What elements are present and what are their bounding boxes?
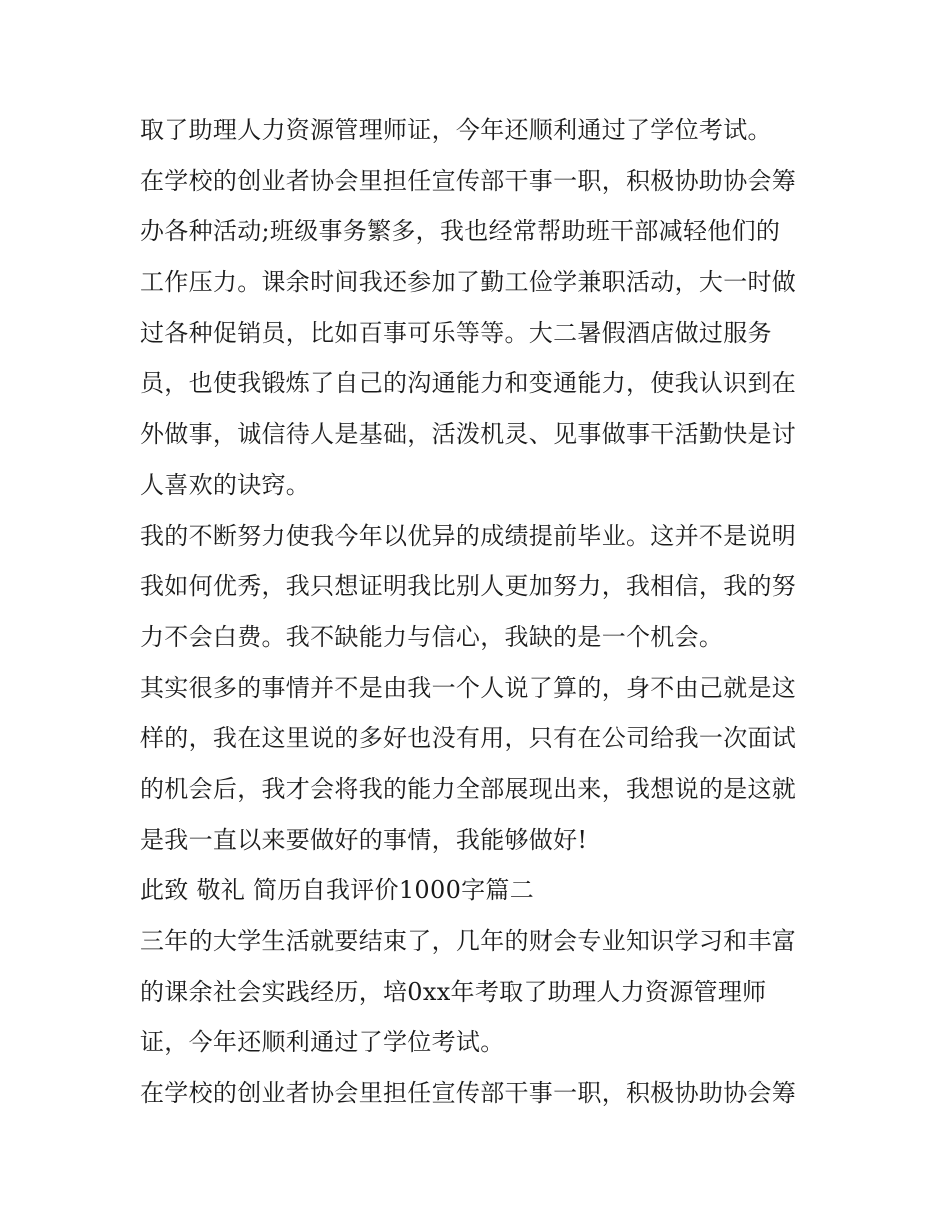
text-line-1: 取了助理人力资源管理师证，今年还顺利通过了学位考试。 [140, 116, 772, 144]
text-line-8: 人喜欢的诀窍。 [140, 470, 311, 499]
text-line-18: 的课余社会实践经历，培0xx年考取了助理人力资源管理师 [140, 977, 767, 1006]
text-line-20: 在学校的创业者协会里担任宣传部干事一职，积极协助协会筹 [140, 1079, 797, 1108]
text-line-10: 我如何优秀，我只想证明我比别人更加努力，我相信，我的努 [140, 572, 797, 601]
text-line-6: 员，也使我锻炼了自己的沟通能力和变通能力，使我认识到在 [140, 369, 797, 398]
text-line-2: 在学校的创业者协会里担任宣传部干事一职，积极协助协会筹 [140, 166, 797, 195]
text-line-11: 力不会白费。我不缺能力与信心，我缺的是一个机会。 [140, 622, 724, 651]
text-line-9: 我的不断努力使我今年以优异的成绩提前毕业。这并不是说明 [140, 521, 797, 550]
section-heading: 此致 敬礼 简历自我评价1000字篇二 [140, 876, 535, 905]
text-line-13: 样的，我在这里说的多好也没有用，只有在公司给我一次面试 [140, 724, 797, 753]
text-line-12: 其实很多的事情并不是由我一个人说了算的，身不由己就是这 [140, 673, 797, 702]
text-line-14: 的机会后，我才会将我的能力全部展现出来，我想说的是这就 [140, 774, 797, 803]
text-line-4: 工作压力。课余时间我还参加了勤工俭学兼职活动，大一时做 [140, 268, 797, 297]
text-line-19: 证，今年还顺利通过了学位考试。 [140, 1028, 505, 1057]
text-line-3: 办各种活动;班级事务繁多，我也经常帮助班干部减轻他们的 [140, 217, 781, 246]
text-line-17: 三年的大学生活就要结束了，几年的财会专业知识学习和丰富 [140, 927, 797, 955]
text-line-7: 外做事，诚信待人是基础，活泼机灵、见事做事干活勤快是讨 [140, 420, 797, 449]
text-line-15: 是我一直以来要做好的事情，我能够做好! [140, 825, 588, 854]
document-body [140, 105, 820, 1119]
text-line-5: 过各种促销员，比如百事可乐等等。大二暑假酒店做过服务 [140, 318, 772, 347]
